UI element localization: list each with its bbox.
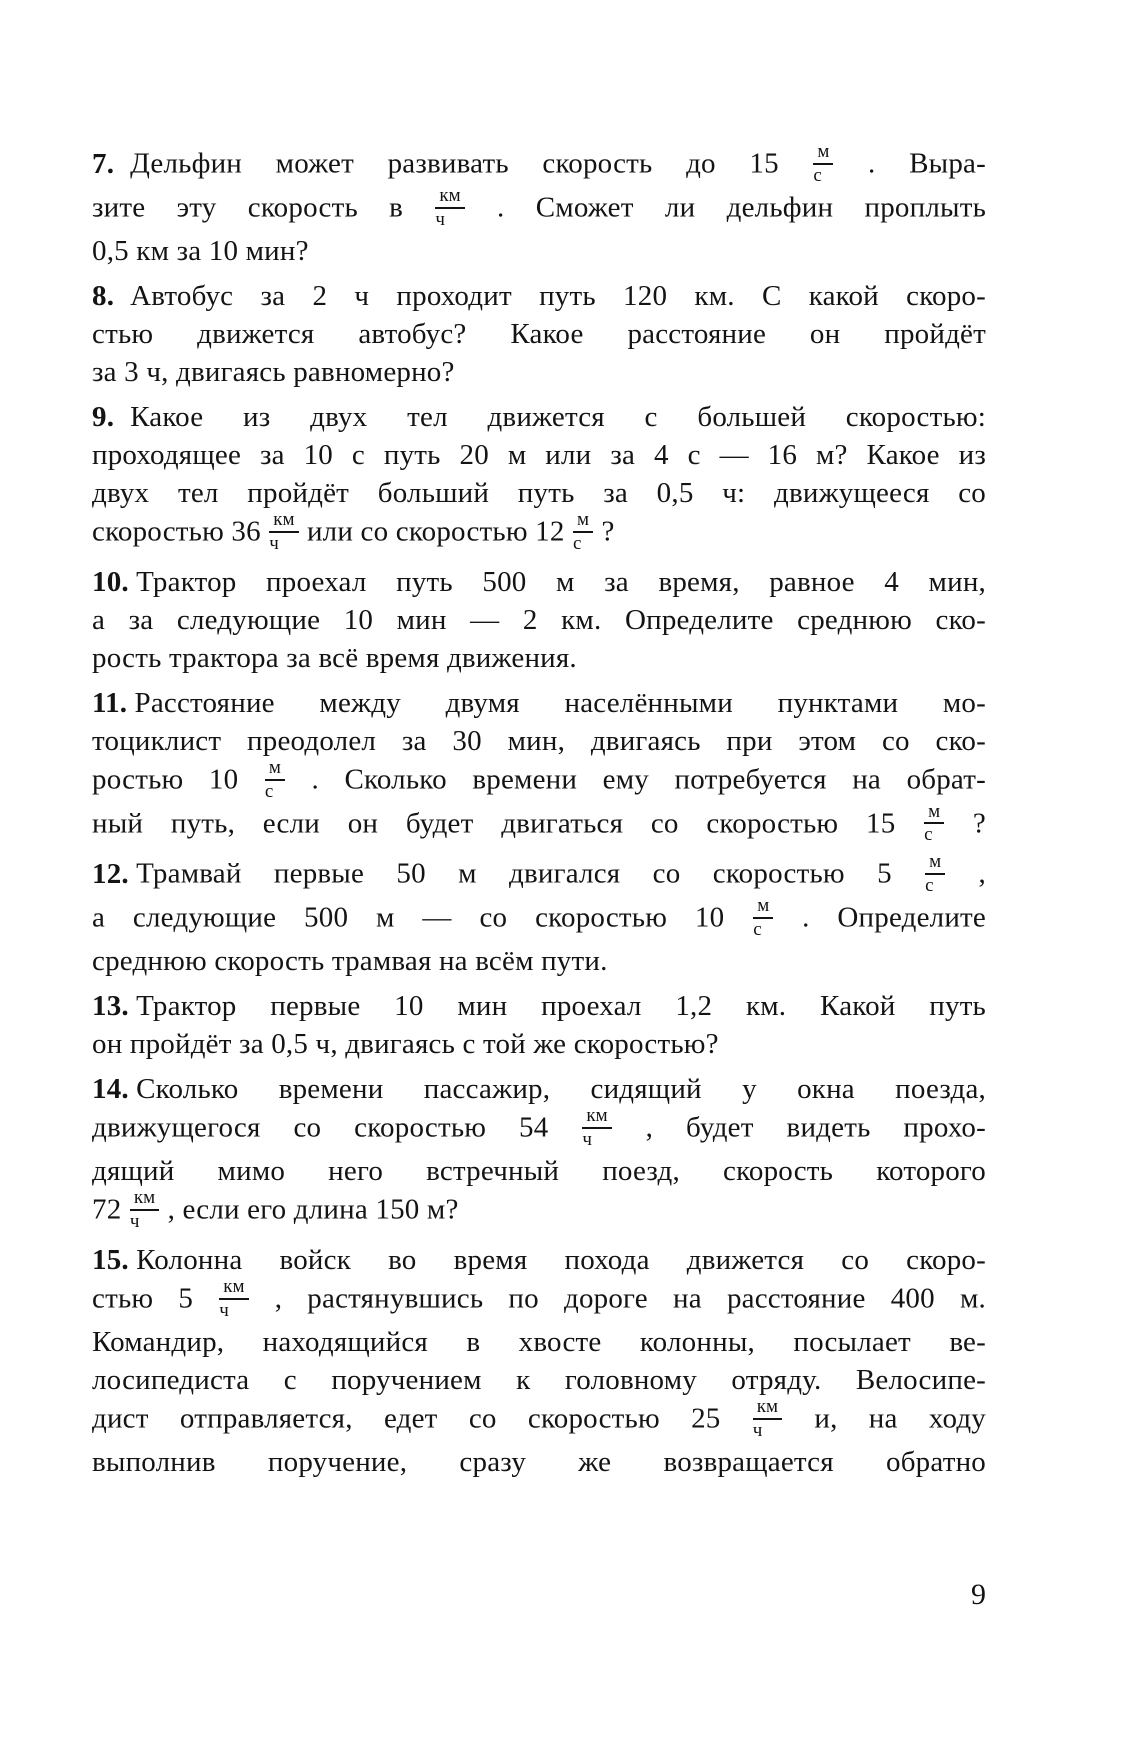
problem-number: 7. [92, 147, 115, 180]
unit-fraction [434, 186, 465, 230]
text-line [92, 684, 986, 722]
text-run: стью движется автобус? Какое расстояние он пройдёт [92, 317, 986, 350]
problem-13 [92, 987, 986, 1063]
text-run: зите эту скорость в [92, 191, 435, 224]
fraction-numerator: м [813, 142, 833, 165]
text-line [92, 639, 986, 677]
problem-number: 13. [92, 990, 129, 1023]
fraction-numerator: км [582, 1106, 611, 1129]
fraction-numerator: км [219, 1277, 248, 1300]
text-run: а за следующие 10 мин — 2 км. Определите среднюю ско- [92, 603, 986, 636]
text-run: 72 [92, 1193, 129, 1226]
text-line [92, 601, 986, 639]
text-run: Трамвай первые 50 м двигался со скоростью 5 [136, 857, 925, 890]
text-run: рость трактора за всё время движения. [92, 641, 577, 674]
text-line [92, 232, 986, 270]
problem-15 [92, 1241, 986, 1481]
fraction-denominator: с [573, 532, 582, 554]
text-line [92, 315, 986, 353]
unit-fraction [581, 1106, 612, 1150]
fraction-numerator: км [753, 1397, 782, 1420]
text-line [92, 398, 986, 436]
text-run: . Выра- [834, 147, 986, 180]
text-run: Колонна войск во время похода движется со скоро- [136, 1243, 986, 1276]
text-run: за 3 ч, двигаясь равномерно? [92, 355, 455, 388]
unit-fraction [812, 142, 834, 186]
text-run: . Сколько времени ему потребуется на обрат- [285, 763, 986, 796]
problem-12 [92, 851, 986, 980]
fraction-numerator: м [753, 896, 773, 919]
text-run: и, на ходу [783, 1402, 986, 1435]
text-run: ? [945, 807, 986, 840]
unit-fraction [924, 852, 946, 896]
text-run: Сколько времени пассажир, сидящий у окна поезда, [136, 1073, 986, 1106]
text-line [92, 1395, 986, 1443]
page-number: 9 [971, 1578, 986, 1611]
text-line [92, 184, 986, 232]
fraction-numerator: км [269, 510, 298, 533]
problem-7 [92, 141, 986, 270]
problem-number: 14. [92, 1073, 129, 1106]
text-run: Трактор первые 10 мин проехал 1,2 км. Какой путь [136, 990, 986, 1023]
text-line [92, 800, 986, 848]
problem-8 [92, 277, 986, 391]
fraction-numerator: км [435, 186, 464, 209]
text-run: Расстояние между двумя населёнными пунктами мо- [134, 686, 986, 719]
fraction-numerator: м [573, 510, 593, 533]
text-run: Командир, находящийся в хвосте колонны, посылает ве- [92, 1325, 986, 1358]
text-run: Какое из двух тел движется с большей скоростью: [130, 400, 986, 433]
text-line [92, 1187, 986, 1234]
text-run: Дельфин может развивать скорость до 15 [130, 147, 813, 180]
text-line [92, 508, 986, 556]
text-line [92, 895, 986, 942]
fraction-denominator: с [753, 919, 762, 941]
problem-9 [92, 398, 986, 556]
fraction-denominator: ч [219, 1299, 229, 1321]
text-line [92, 1152, 986, 1190]
unit-fraction [923, 802, 945, 846]
problem-number: 8. [92, 279, 115, 312]
text-line [92, 1241, 986, 1279]
text-line [92, 1361, 986, 1399]
fraction-numerator: м [924, 802, 944, 825]
text-run: Трактор проехал путь 500 м за время, равное 4 мин, [136, 565, 986, 598]
fraction-denominator: ч [752, 1419, 763, 1441]
unit-fraction [268, 510, 299, 554]
unit-fraction [218, 1277, 249, 1321]
text-line [92, 563, 986, 601]
text-line [92, 987, 986, 1025]
text-line [92, 722, 986, 760]
text-run: . Сможет ли дельфин проплыть [465, 191, 986, 224]
unit-fraction [129, 1188, 160, 1232]
problems-list [92, 141, 986, 1488]
fraction-numerator: м [265, 758, 285, 781]
text-run: проходящее за 10 с путь 20 м или за 4 с — 16 м? Какое из [92, 438, 986, 471]
text-run: стью 5 [92, 1282, 219, 1315]
problem-14 [92, 1070, 986, 1234]
text-run: а следующие 500 м — со скоростью 10 [92, 901, 753, 934]
problem-10 [92, 563, 986, 677]
text-run: , растянувшись по дороге на расстояние 400 м. [249, 1282, 986, 1315]
fraction-denominator: с [924, 824, 933, 846]
text-run: , [946, 857, 986, 890]
text-line [92, 1323, 986, 1361]
text-run: , если его длина 150 м? [160, 1193, 459, 1226]
unit-fraction [572, 510, 594, 554]
text-line [92, 141, 986, 188]
text-line [92, 1105, 986, 1152]
text-run: он пройдёт за 0,5 ч, двигаясь с той же скоростью? [92, 1028, 719, 1061]
text-run: ростью 10 [92, 763, 264, 796]
text-run: или со скоростью 12 [299, 515, 572, 548]
fraction-denominator: ч [582, 1129, 592, 1151]
problem-number: 9. [92, 400, 115, 433]
text-run: дист отправляется, едет со скоростью 25 [92, 1402, 752, 1435]
text-run: 0,5 км за 10 мин? [92, 234, 309, 267]
fraction-denominator: ч [129, 1210, 140, 1232]
text-line [92, 436, 986, 474]
text-line [92, 277, 986, 315]
text-run: , будет видеть прохо- [612, 1111, 986, 1144]
text-line [92, 1275, 986, 1323]
text-line [92, 1025, 986, 1063]
text-line [92, 353, 986, 391]
fraction-denominator: с [925, 875, 934, 897]
text-run: Автобус за 2 ч проходит путь 120 км. С какой скоро- [130, 279, 986, 312]
unit-fraction [264, 758, 286, 802]
fraction-denominator: ч [269, 532, 279, 554]
text-line [92, 851, 986, 898]
text-line [92, 756, 986, 804]
problem-number: 11. [92, 686, 128, 719]
text-line [92, 1443, 986, 1481]
text-line [92, 474, 986, 512]
fraction-denominator: ч [435, 208, 445, 230]
text-line [92, 1070, 986, 1108]
text-run: скоростью 36 [92, 515, 269, 548]
unit-fraction [752, 896, 774, 940]
text-line [92, 942, 986, 980]
text-run: ? [594, 515, 615, 548]
fraction-numerator: м [925, 852, 945, 875]
text-run: среднюю скорость трамвая на всём пути. [92, 945, 608, 978]
text-run: дящий мимо него встречный поезд, скорость которого [92, 1155, 986, 1187]
problem-number: 15. [92, 1243, 129, 1276]
text-run: . Определите [774, 901, 986, 934]
fraction-numerator: км [130, 1188, 159, 1211]
text-run: двух тел пройдёт больший путь за 0,5 ч: движущееся со [92, 476, 986, 509]
problem-number: 10. [92, 565, 129, 598]
text-run: выполнив поручение, сразу же возвращается обратно [92, 1445, 986, 1478]
text-run: ный путь, если он будет двигаться со скоростью 15 [92, 807, 924, 840]
unit-fraction [752, 1397, 783, 1441]
text-run: лосипедиста с поручением к головному отряду. Велосипе- [92, 1363, 986, 1396]
fraction-denominator: с [813, 164, 822, 186]
problem-11 [92, 684, 986, 848]
fraction-denominator: с [264, 780, 274, 802]
problem-number: 12. [92, 857, 129, 890]
text-run: движущегося со скоростью 54 [92, 1111, 582, 1144]
text-run: тоциклист преодолел за 30 мин, двигаясь при этом со ско- [92, 724, 986, 757]
